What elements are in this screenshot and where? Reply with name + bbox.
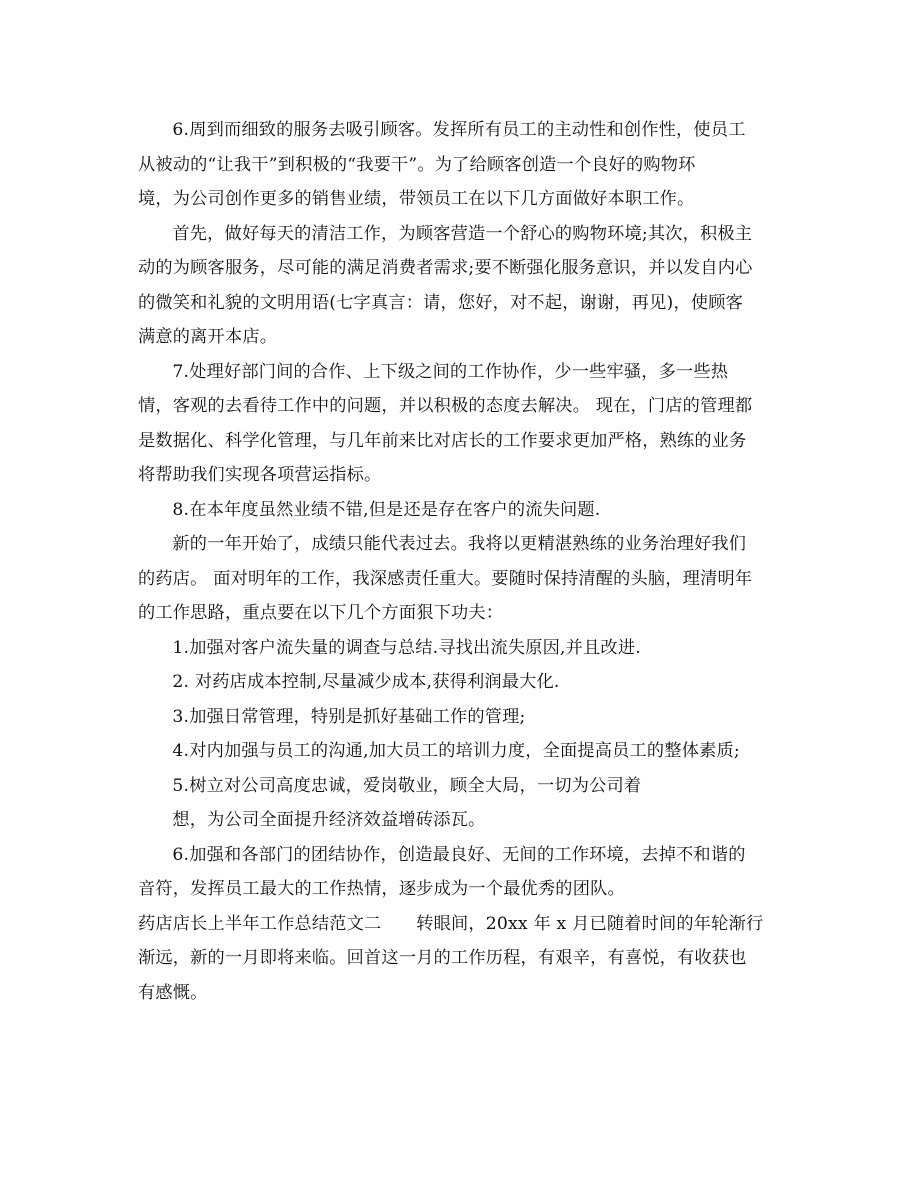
text-line: 动的为顾客服务，尽可能的满足消费者需求;要不断强化服务意识，并以发自内心 <box>138 258 753 278</box>
list-item-2 <box>138 665 788 700</box>
text-line: 新的一年开始了，成绩只能代表过去。我将以更精湛熟练的业务治理好我们 <box>172 534 747 554</box>
list-item-1 <box>138 631 788 666</box>
paragraph-summary-two <box>138 907 788 1011</box>
text-line: 是数据化、科学化管理，与几年前来比对店长的工作要求更加严格，熟练的业务 <box>138 430 747 451</box>
text-line: 渐远，新的一月即将来临。回首这一月的工作历程，有艰辛，有喜悦，有收获也 <box>138 948 747 968</box>
text-line: 首先，做好每天的清洁工作，为顾客营造一个舒心的购物环境;其次，积极主 <box>172 223 753 244</box>
document-page <box>138 113 788 1010</box>
list-item-3 <box>138 700 788 735</box>
list-item-5 <box>138 769 788 838</box>
text-line: 情，客观的去看待工作中的问题，并以积极的态度去解决。 现在，门店的管理都 <box>138 396 753 416</box>
paragraph-cleaning <box>138 217 788 355</box>
paragraph-service <box>138 113 788 217</box>
text-line: 从被动的“让我干”到积极的“我要干”。为了给顾客创造一个良好的购物环 <box>138 154 696 175</box>
text-line: 药店店长上半年工作总结范文二 转眼间，20xx 年 x 月已随着时间的年轮渐行 <box>138 913 764 934</box>
list-item-6 <box>138 838 788 907</box>
text-line: 音符，发挥员工最大的工作热情，逐步成为一个最优秀的团队。 <box>138 879 625 899</box>
text-line: 将帮助我们实现各项营运指标。 <box>138 465 382 485</box>
text-line: 满意的离开本店。 <box>138 327 278 347</box>
text-line: 7.处理好部门间的合作、上下级之间的工作协作，少一些牢骚，多一些热 <box>172 361 729 382</box>
paragraph-cooperation <box>138 355 788 493</box>
text-line: 4.对内加强与员工的沟通,加大员工的培训力度，全面提高员工的整体素质; <box>172 741 740 761</box>
paragraph-new-year <box>138 527 788 631</box>
text-line: 1.加强对客户流失量的调查与总结.寻找出流失原因,并且改进. <box>172 637 641 658</box>
text-line: 5.树立对公司高度忠诚，爱岗敬业，顾全大局，一切为公司着 <box>172 775 642 796</box>
text-line: 的工作思路，重点要在以下几个方面狠下功夫： <box>138 603 504 623</box>
text-line: 境，为公司创作更多的销售业绩，带领员工在以下几方面做好本职工作。 <box>138 189 695 209</box>
paragraph-customer-loss <box>138 493 788 528</box>
text-line: 的药店。 面对明年的工作，我深感责任重大。要随时保持清醒的头脑，理清明年 <box>138 568 753 589</box>
text-line: 2. 对药店成本控制,尽量减少成本,获得利润最大化. <box>172 672 560 692</box>
text-line: 3.加强日常管理，特别是抓好基础工作的管理; <box>172 706 526 727</box>
text-line: 的微笑和礼貌的文明用语(七字真言：请，您好，对不起，谢谢，再见)，使顾客 <box>138 292 743 313</box>
text-line: 6.周到而细致的服务去吸引顾客。发挥所有员工的主动性和创作性，使员工 <box>172 120 746 140</box>
text-line: 有感慨。 <box>138 982 208 1003</box>
text-line: 8.在本年度虽然业绩不错,但是还是存在客户的流失问题. <box>172 499 601 520</box>
text-line: 想，为公司全面提升经济效益增砖添瓦。 <box>172 810 486 830</box>
text-line: 6.加强和各部门的团结协作，创造最良好、无间的工作环境，去掉不和谐的 <box>172 844 746 865</box>
list-item-4 <box>138 734 788 769</box>
